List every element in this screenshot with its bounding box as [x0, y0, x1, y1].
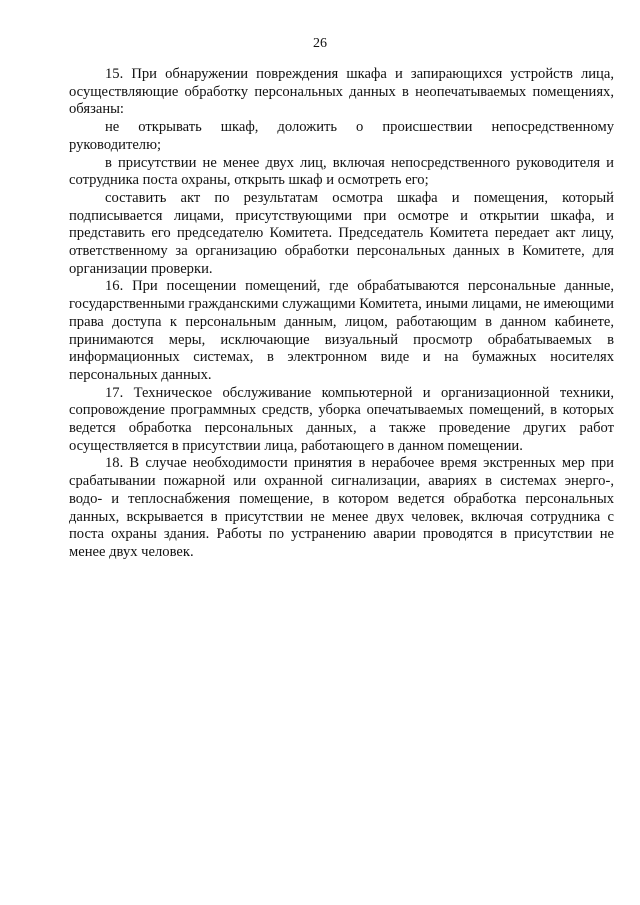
paragraph-18: 18. В случае необходимости принятия в нерабочее время экстренных мер при срабатывании пожарной или охранной сигнализации, авариях в системах энерго-, водо- и теплоснабжения помещение, в котором ведется обработка персональных данных, вскрывается в присутствии не менее двух человек, включая сотрудника с поста охраны здания. Работы по устранению аварии проводятся в присутствии не менее двух человек.: [69, 455, 614, 560]
document-body: [69, 66, 614, 562]
paragraph-16: 16. При посещении помещений, где обрабатываются персональные данные, государственными гражданскими служащими Комитета, иными лицами, не имеющими права доступа к персональным данным, лицом, работающим в данном кабинете, принимаются меры, исключающие визуальный просмотр обрабатываемых в информационных системах, в электронном виде и на бумажных носителях персональных данных.: [69, 278, 614, 383]
paragraph-15-item-2: в присутствии не менее двух лиц, включая непосредственного руководителя и сотрудника поста охраны, открыть шкаф и осмотреть его;: [69, 154, 614, 189]
paragraph-17: 17. Техническое обслуживание компьютерной и организационной техники, сопровождение программных средств, уборка опечатываемых помещений, в которых ведется обработка персональных данных, а также проведение других работ осуществляется в присутствии лица, работающего в данном помещении.: [69, 384, 614, 454]
paragraph-15: 15. При обнаружении повреждения шкафа и запирающихся устройств лица, осуществляющие обработку персональных данных в неопечатываемых помещениях, обязаны:: [69, 66, 614, 118]
paragraph-15-item-1: не открывать шкаф, доложить о происшествии непосредственному руководителю;: [69, 119, 614, 153]
page-number: 26: [313, 36, 327, 51]
paragraph-15-item-3: составить акт по результатам осмотра шкафа и помещения, который подписывается лицами, присутствующими при осмотре и открытии шкафа, и представить его председателю Комитета. Председатель Комитета передает акт лицу, ответственному за организацию обработки персональных данных в Комитете, для организации проверки.: [69, 189, 614, 277]
